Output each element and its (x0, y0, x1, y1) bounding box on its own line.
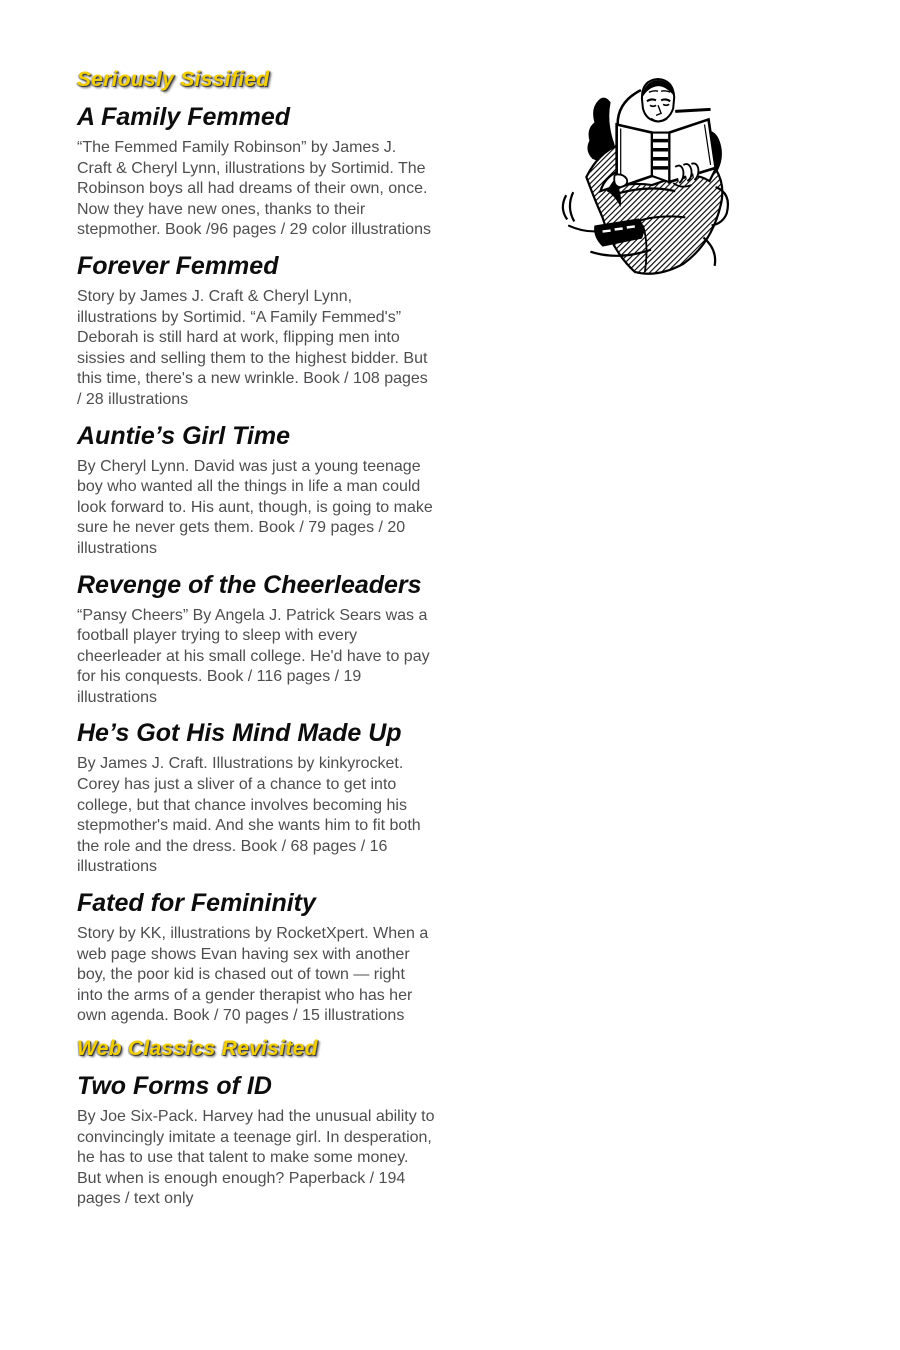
book-desc-two-forms-of-id: By Joe Six-Pack. Harvey had the unusual ability to convincingly imitate a teenage girl. In desperation, he has to use that talent to make some money. But when is enough enough? Paperback / 194 pages / text only (77, 1108, 435, 1208)
section-header-web-classics-revisited: Web Classics Revisited (77, 1037, 318, 1060)
book-title-revenge-of-the-cheerleaders: Revenge of the Cheerleaders (77, 570, 422, 599)
book-title-two-forms-of-id: Two Forms of ID (77, 1072, 272, 1100)
book-title-fated-for-femininity: Fated for Femininity (77, 889, 316, 918)
section-header-seriously-sissified: Seriously Sissified (77, 68, 270, 91)
book-desc-forever-femmed: Story by James J. Craft & Cheryl Lynn, illustrations by Sortimid. “A Family Femmed's” Deborah is still hard at work, flipping men into sissies and selling them to the highest bidder. But this time, there's a new wrinkle. Book / 108 pages / 28 illustrations (77, 287, 428, 408)
book-desc-revenge-of-the-cheerleaders: “Pansy Cheers” By Angela J. Patrick Sears was a football player trying to sleep with every cheerleader at his small college. He'd have to pay for his conquests. Book / 116 pages / 19 illustrations (77, 606, 430, 706)
book-desc-aunties-girl-time: By Cheryl Lynn. David was just a young teenage boy who wanted all the things in life a man could look forward to. His aunt, though, is going to make sure he never gets them. Book / 79 pages / 20 illustrations (77, 457, 433, 557)
man-reading-book-illustration (556, 74, 748, 280)
catalog-column (77, 68, 435, 1212)
book-desc-fated-for-femininity: Story by KK, illustrations by RocketXpert. When a web page shows Evan having sex with another boy, the poor kid is chased out of town — right into the arms of a gender therapist who has her own agenda. Book / 70 pages / 15 illustrations (77, 925, 429, 1025)
book-title-aunties-girl-time: Auntie’s Girl Time (77, 421, 291, 450)
book-desc-hes-got-his-mind-made-up: By James J. Craft. Illustrations by kinkyrocket. Corey has just a sliver of a chance to get into college, but that chance involves becoming his stepmother's maid. And she wants him to fit both the role and the dress. Book / 68 pages / 16 illustrations (77, 755, 421, 876)
book-title-forever-femmed: Forever Femmed (77, 251, 279, 280)
book-title-a-family-femmed: A Family Femmed (77, 103, 291, 131)
book-title-hes-got-his-mind-made-up: He’s Got His Mind Made Up (77, 719, 402, 748)
book-desc-a-family-femmed: “The Femmed Family Robinson” by James J. Craft & Cheryl Lynn, illustrations by Sortimid. The Robinson boys all had dreams of their own, once. Now they have new ones, thanks to their stepmother. Book /96 pages / 29 color illustrations (77, 139, 431, 239)
